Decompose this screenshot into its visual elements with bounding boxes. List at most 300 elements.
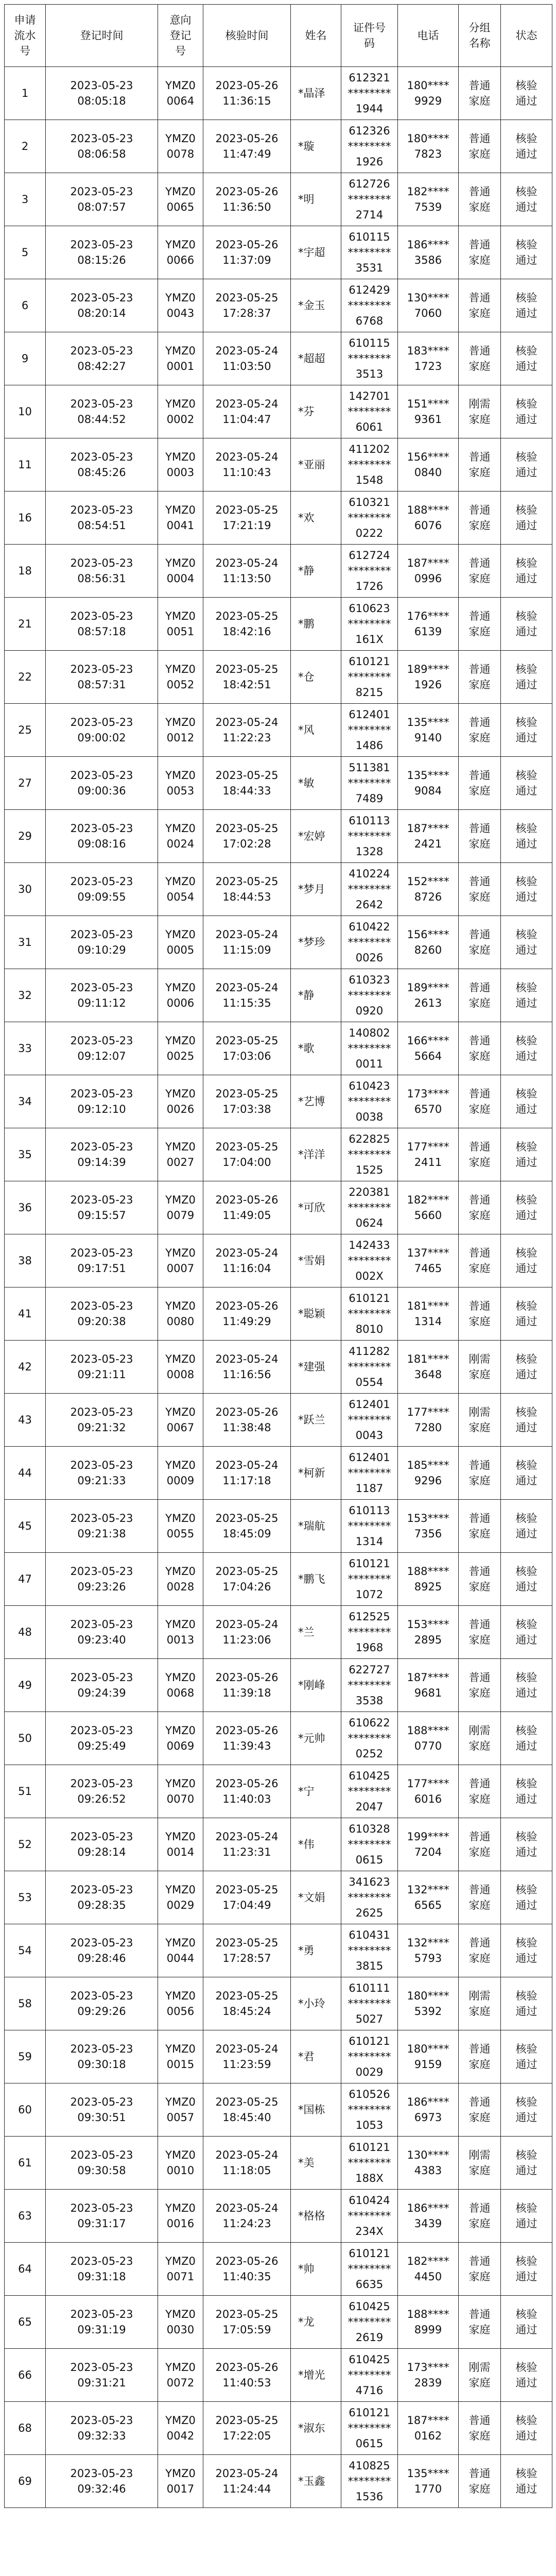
cell-verification-time: 2023-05-24 11:03:50	[203, 332, 291, 385]
cell-serial-no: 3	[5, 173, 46, 226]
cell-phone: 183**** 1723	[398, 332, 459, 385]
cell-id-number: 610111 ******** 5027	[341, 1977, 398, 2030]
cell-group: 普通 家庭	[459, 863, 501, 916]
cell-serial-no: 25	[5, 704, 46, 757]
cell-verification-time: 2023-05-24 11:16:04	[203, 1234, 291, 1287]
cell-verification-time: 2023-05-25 18:42:16	[203, 598, 291, 651]
cell-group: 普通 家庭	[459, 1924, 501, 1977]
cell-name: *金玉	[291, 279, 341, 332]
cell-registration-time: 2023-05-23 09:32:33	[46, 2402, 158, 2455]
cell-group: 普通 家庭	[459, 2190, 501, 2243]
cell-name: *洋洋	[291, 1128, 341, 1181]
cell-intent-no: YMZ0 0041	[158, 492, 203, 545]
cell-phone: 186**** 6973	[398, 2083, 459, 2137]
cell-serial-no: 18	[5, 545, 46, 598]
cell-registration-time: 2023-05-23 08:54:51	[46, 492, 158, 545]
cell-verification-time: 2023-05-25 17:03:38	[203, 1075, 291, 1128]
cell-registration-time: 2023-05-23 09:21:11	[46, 1341, 158, 1394]
cell-id-number: 610425 ******** 2047	[341, 1765, 398, 1818]
cell-phone: 182**** 7539	[398, 173, 459, 226]
cell-group: 普通 家庭	[459, 1181, 501, 1234]
cell-intent-no: YMZ0 0016	[158, 2190, 203, 2243]
cell-status: 核验 通过	[501, 916, 552, 969]
table-row	[5, 863, 552, 916]
table-row	[5, 1553, 552, 1606]
cell-serial-no: 41	[5, 1287, 46, 1341]
header-status: 状态	[501, 5, 552, 67]
cell-id-number: 610121 ******** 0615	[341, 2402, 398, 2455]
cell-status: 核验 通过	[501, 2083, 552, 2137]
table-row	[5, 757, 552, 810]
cell-group: 普通 家庭	[459, 2243, 501, 2296]
table-row	[5, 492, 552, 545]
table-row	[5, 969, 552, 1022]
cell-serial-no: 60	[5, 2083, 46, 2137]
cell-intent-no: YMZ0 0026	[158, 1075, 203, 1128]
cell-phone: 177**** 2411	[398, 1128, 459, 1181]
cell-id-number: 610422 ******** 0026	[341, 916, 398, 969]
header-verification-time: 核验时间	[203, 5, 291, 67]
cell-name: *伟	[291, 1818, 341, 1871]
cell-registration-time: 2023-05-23 09:28:35	[46, 1871, 158, 1924]
table-row	[5, 1022, 552, 1075]
cell-serial-no: 59	[5, 2030, 46, 2083]
cell-serial-no: 49	[5, 1659, 46, 1712]
cell-registration-time: 2023-05-23 09:09:55	[46, 863, 158, 916]
cell-group: 普通 家庭	[459, 1128, 501, 1181]
table-row	[5, 1818, 552, 1871]
cell-verification-time: 2023-05-25 17:21:19	[203, 492, 291, 545]
table-row	[5, 1128, 552, 1181]
cell-registration-time: 2023-05-23 09:10:29	[46, 916, 158, 969]
cell-id-number: 610424 ******** 234X	[341, 2190, 398, 2243]
table-row	[5, 1394, 552, 1447]
cell-intent-no: YMZ0 0066	[158, 226, 203, 279]
cell-group: 普通 家庭	[459, 1287, 501, 1341]
cell-serial-no: 54	[5, 1924, 46, 1977]
cell-status: 核验 通过	[501, 598, 552, 651]
cell-status: 核验 通过	[501, 545, 552, 598]
cell-serial-no: 50	[5, 1712, 46, 1765]
cell-serial-no: 2	[5, 120, 46, 173]
cell-id-number: 610121 ******** 188X	[341, 2137, 398, 2190]
table-body	[5, 67, 552, 2508]
cell-registration-time: 2023-05-23 08:15:26	[46, 226, 158, 279]
cell-verification-time: 2023-05-25 18:42:51	[203, 651, 291, 704]
header-serial-no: 申请 流水 号	[5, 5, 46, 67]
table-row	[5, 1287, 552, 1341]
cell-phone: 180**** 9159	[398, 2030, 459, 2083]
cell-registration-time: 2023-05-23 08:45:26	[46, 438, 158, 492]
cell-name: *静	[291, 545, 341, 598]
cell-verification-time: 2023-05-24 11:22:23	[203, 704, 291, 757]
cell-intent-no: YMZ0 0044	[158, 1924, 203, 1977]
cell-status: 核验 通过	[501, 1765, 552, 1818]
cell-group: 刚需 家庭	[459, 1341, 501, 1394]
cell-serial-no: 33	[5, 1022, 46, 1075]
cell-name: *玉鑫	[291, 2455, 341, 2508]
cell-verification-time: 2023-05-24 11:13:50	[203, 545, 291, 598]
cell-name: *刚峰	[291, 1659, 341, 1712]
cell-verification-time: 2023-05-26 11:49:29	[203, 1287, 291, 1341]
cell-id-number: 610425 ******** 4716	[341, 2349, 398, 2402]
cell-status: 核验 通过	[501, 1234, 552, 1287]
registration-table	[4, 4, 552, 2508]
cell-id-number: 610321 ******** 0222	[341, 492, 398, 545]
cell-status: 核验 通过	[501, 120, 552, 173]
cell-phone: 176**** 6139	[398, 598, 459, 651]
cell-phone: 177**** 7280	[398, 1394, 459, 1447]
cell-id-number: 220381 ******** 0624	[341, 1181, 398, 1234]
cell-intent-no: YMZ0 0053	[158, 757, 203, 810]
cell-verification-time: 2023-05-24 11:04:47	[203, 385, 291, 438]
cell-phone: 199**** 7204	[398, 1818, 459, 1871]
cell-status: 核验 通过	[501, 385, 552, 438]
cell-serial-no: 1	[5, 67, 46, 120]
cell-name: *国栋	[291, 2083, 341, 2137]
cell-intent-no: YMZ0 0071	[158, 2243, 203, 2296]
cell-id-number: 341623 ******** 2625	[341, 1871, 398, 1924]
table-row	[5, 438, 552, 492]
cell-verification-time: 2023-05-25 17:04:00	[203, 1128, 291, 1181]
cell-verification-time: 2023-05-26 11:36:15	[203, 67, 291, 120]
cell-group: 普通 家庭	[459, 651, 501, 704]
cell-group: 普通 家庭	[459, 120, 501, 173]
cell-phone: 188**** 8925	[398, 1553, 459, 1606]
cell-status: 核验 通过	[501, 1341, 552, 1394]
cell-id-number: 612724 ******** 1726	[341, 545, 398, 598]
cell-status: 核验 通过	[501, 2137, 552, 2190]
cell-verification-time: 2023-05-25 17:05:59	[203, 2296, 291, 2349]
cell-id-number: 610121 ******** 8010	[341, 1287, 398, 1341]
cell-serial-no: 9	[5, 332, 46, 385]
cell-phone: 182**** 4450	[398, 2243, 459, 2296]
cell-phone: 181**** 3648	[398, 1341, 459, 1394]
cell-verification-time: 2023-05-25 18:45:40	[203, 2083, 291, 2137]
cell-group: 普通 家庭	[459, 173, 501, 226]
cell-verification-time: 2023-05-25 18:45:24	[203, 1977, 291, 2030]
cell-status: 核验 通过	[501, 757, 552, 810]
cell-phone: 153**** 2895	[398, 1606, 459, 1659]
cell-intent-no: YMZ0 0030	[158, 2296, 203, 2349]
cell-group: 普通 家庭	[459, 67, 501, 120]
cell-id-number: 410224 ******** 2642	[341, 863, 398, 916]
cell-status: 核验 通过	[501, 704, 552, 757]
cell-verification-time: 2023-05-24 11:15:09	[203, 916, 291, 969]
cell-id-number: 610425 ******** 2619	[341, 2296, 398, 2349]
header-intent-no: 意向 登记 号	[158, 5, 203, 67]
cell-verification-time: 2023-05-24 11:17:18	[203, 1447, 291, 1500]
cell-phone: 173**** 6570	[398, 1075, 459, 1128]
cell-registration-time: 2023-05-23 08:57:31	[46, 651, 158, 704]
cell-group: 普通 家庭	[459, 969, 501, 1022]
cell-registration-time: 2023-05-23 09:20:38	[46, 1287, 158, 1341]
cell-status: 核验 通过	[501, 1818, 552, 1871]
cell-group: 刚需 家庭	[459, 2349, 501, 2402]
cell-phone: 189**** 1926	[398, 651, 459, 704]
cell-phone: 187**** 0996	[398, 545, 459, 598]
cell-group: 普通 家庭	[459, 2402, 501, 2455]
cell-name: *文娟	[291, 1871, 341, 1924]
cell-serial-no: 29	[5, 810, 46, 863]
cell-id-number: 612326 ******** 1926	[341, 120, 398, 173]
cell-verification-time: 2023-05-25 17:04:49	[203, 1871, 291, 1924]
cell-verification-time: 2023-05-26 11:40:03	[203, 1765, 291, 1818]
table-row	[5, 2296, 552, 2349]
cell-verification-time: 2023-05-26 11:47:49	[203, 120, 291, 173]
table-row	[5, 1341, 552, 1394]
table-row	[5, 1447, 552, 1500]
cell-group: 刚需 家庭	[459, 385, 501, 438]
cell-verification-time: 2023-05-26 11:49:05	[203, 1181, 291, 1234]
cell-group: 普通 家庭	[459, 1500, 501, 1553]
cell-intent-no: YMZ0 0056	[158, 1977, 203, 2030]
cell-status: 核验 通过	[501, 2030, 552, 2083]
cell-status: 核验 通过	[501, 332, 552, 385]
cell-status: 核验 通过	[501, 173, 552, 226]
cell-intent-no: YMZ0 0080	[158, 1287, 203, 1341]
cell-status: 核验 通过	[501, 2296, 552, 2349]
cell-status: 核验 通过	[501, 651, 552, 704]
table-row	[5, 332, 552, 385]
cell-verification-time: 2023-05-25 17:02:28	[203, 810, 291, 863]
cell-name: *风	[291, 704, 341, 757]
cell-serial-no: 10	[5, 385, 46, 438]
cell-serial-no: 42	[5, 1341, 46, 1394]
cell-registration-time: 2023-05-23 09:25:49	[46, 1712, 158, 1765]
cell-intent-no: YMZ0 0013	[158, 1606, 203, 1659]
cell-name: *仓	[291, 651, 341, 704]
cell-intent-no: YMZ0 0008	[158, 1341, 203, 1394]
cell-verification-time: 2023-05-24 11:16:56	[203, 1341, 291, 1394]
cell-verification-time: 2023-05-26 11:37:09	[203, 226, 291, 279]
cell-status: 核验 通过	[501, 1924, 552, 1977]
cell-intent-no: YMZ0 0025	[158, 1022, 203, 1075]
cell-phone: 153**** 7356	[398, 1500, 459, 1553]
cell-name: *芬	[291, 385, 341, 438]
cell-verification-time: 2023-05-25 17:28:57	[203, 1924, 291, 1977]
cell-verification-time: 2023-05-25 17:22:05	[203, 2402, 291, 2455]
cell-verification-time: 2023-05-24 11:23:06	[203, 1606, 291, 1659]
page	[4, 4, 552, 2508]
cell-id-number: 411202 ******** 1548	[341, 438, 398, 492]
table-row	[5, 2030, 552, 2083]
cell-id-number: 411282 ******** 0554	[341, 1341, 398, 1394]
cell-serial-no: 66	[5, 2349, 46, 2402]
table-row	[5, 598, 552, 651]
cell-registration-time: 2023-05-23 09:00:02	[46, 704, 158, 757]
cell-status: 核验 通过	[501, 1447, 552, 1500]
cell-phone: 156**** 8260	[398, 916, 459, 969]
cell-registration-time: 2023-05-23 09:30:51	[46, 2083, 158, 2137]
cell-registration-time: 2023-05-23 08:20:14	[46, 279, 158, 332]
cell-id-number: 610113 ******** 1328	[341, 810, 398, 863]
table-row	[5, 810, 552, 863]
table-row	[5, 226, 552, 279]
cell-name: *宇超	[291, 226, 341, 279]
cell-intent-no: YMZ0 0054	[158, 863, 203, 916]
cell-group: 普通 家庭	[459, 1022, 501, 1075]
cell-registration-time: 2023-05-23 09:00:36	[46, 757, 158, 810]
cell-phone: 181**** 1314	[398, 1287, 459, 1341]
cell-name: *元帅	[291, 1712, 341, 1765]
cell-id-number: 610115 ******** 3513	[341, 332, 398, 385]
cell-phone: 189**** 2613	[398, 969, 459, 1022]
cell-phone: 186**** 3439	[398, 2190, 459, 2243]
cell-id-number: 142433 ******** 002X	[341, 1234, 398, 1287]
cell-registration-time: 2023-05-23 09:26:52	[46, 1765, 158, 1818]
cell-serial-no: 22	[5, 651, 46, 704]
cell-group: 普通 家庭	[459, 279, 501, 332]
table-row	[5, 279, 552, 332]
cell-phone: 186**** 3586	[398, 226, 459, 279]
cell-name: *晶泽	[291, 67, 341, 120]
table-header	[5, 5, 552, 67]
cell-name: *宁	[291, 1765, 341, 1818]
cell-group: 普通 家庭	[459, 1447, 501, 1500]
cell-id-number: 610121 ******** 1072	[341, 1553, 398, 1606]
cell-name: *璇	[291, 120, 341, 173]
cell-phone: 180**** 7823	[398, 120, 459, 173]
cell-registration-time: 2023-05-23 09:31:17	[46, 2190, 158, 2243]
header-phone: 电话	[398, 5, 459, 67]
cell-status: 核验 通过	[501, 1712, 552, 1765]
cell-id-number: 610328 ******** 0615	[341, 1818, 398, 1871]
cell-serial-no: 64	[5, 2243, 46, 2296]
cell-phone: 166**** 5664	[398, 1022, 459, 1075]
cell-intent-no: YMZ0 0005	[158, 916, 203, 969]
cell-intent-no: YMZ0 0004	[158, 545, 203, 598]
cell-id-number: 610121 ******** 8215	[341, 651, 398, 704]
cell-verification-time: 2023-05-26 11:39:43	[203, 1712, 291, 1765]
cell-id-number: 610121 ******** 6635	[341, 2243, 398, 2296]
cell-verification-time: 2023-05-25 17:04:26	[203, 1553, 291, 1606]
cell-group: 普通 家庭	[459, 1659, 501, 1712]
cell-registration-time: 2023-05-23 09:15:57	[46, 1181, 158, 1234]
cell-serial-no: 63	[5, 2190, 46, 2243]
cell-status: 核验 通过	[501, 1871, 552, 1924]
cell-status: 核验 通过	[501, 1128, 552, 1181]
cell-verification-time: 2023-05-25 17:28:37	[203, 279, 291, 332]
cell-name: *帅	[291, 2243, 341, 2296]
cell-phone: 182**** 5660	[398, 1181, 459, 1234]
cell-status: 核验 通过	[501, 969, 552, 1022]
cell-registration-time: 2023-05-23 09:21:33	[46, 1447, 158, 1500]
cell-verification-time: 2023-05-24 11:10:43	[203, 438, 291, 492]
cell-phone: 135**** 9140	[398, 704, 459, 757]
cell-registration-time: 2023-05-23 09:31:19	[46, 2296, 158, 2349]
cell-phone: 137**** 7465	[398, 1234, 459, 1287]
cell-registration-time: 2023-05-23 08:06:58	[46, 120, 158, 173]
cell-status: 核验 通过	[501, 1287, 552, 1341]
cell-serial-no: 68	[5, 2402, 46, 2455]
cell-registration-time: 2023-05-23 09:11:12	[46, 969, 158, 1022]
table-row	[5, 385, 552, 438]
cell-verification-time: 2023-05-25 18:44:33	[203, 757, 291, 810]
cell-serial-no: 35	[5, 1128, 46, 1181]
cell-name: *明	[291, 173, 341, 226]
cell-status: 核验 通过	[501, 1022, 552, 1075]
cell-group: 普通 家庭	[459, 2083, 501, 2137]
cell-intent-no: YMZ0 0015	[158, 2030, 203, 2083]
table-row	[5, 2137, 552, 2190]
table-row	[5, 1606, 552, 1659]
cell-status: 核验 通过	[501, 226, 552, 279]
cell-phone: 187**** 9681	[398, 1659, 459, 1712]
cell-status: 核验 通过	[501, 2243, 552, 2296]
cell-status: 核验 通过	[501, 1181, 552, 1234]
cell-status: 核验 通过	[501, 67, 552, 120]
cell-name: *宏婷	[291, 810, 341, 863]
cell-status: 核验 通过	[501, 2455, 552, 2508]
cell-status: 核验 通过	[501, 1606, 552, 1659]
cell-group: 普通 家庭	[459, 226, 501, 279]
cell-group: 普通 家庭	[459, 438, 501, 492]
cell-intent-no: YMZ0 0001	[158, 332, 203, 385]
cell-group: 刚需 家庭	[459, 1712, 501, 1765]
cell-id-number: 622727 ******** 3538	[341, 1659, 398, 1712]
cell-registration-time: 2023-05-23 09:31:18	[46, 2243, 158, 2296]
cell-verification-time: 2023-05-26 11:38:48	[203, 1394, 291, 1447]
cell-group: 刚需 家庭	[459, 1977, 501, 2030]
cell-phone: 152**** 8726	[398, 863, 459, 916]
cell-name: *跃兰	[291, 1394, 341, 1447]
cell-name: *君	[291, 2030, 341, 2083]
table-row	[5, 2349, 552, 2402]
cell-group: 普通 家庭	[459, 1818, 501, 1871]
cell-id-number: 610323 ******** 0920	[341, 969, 398, 1022]
cell-group: 普通 家庭	[459, 1871, 501, 1924]
cell-id-number: 142701 ******** 6061	[341, 385, 398, 438]
cell-verification-time: 2023-05-24 11:23:59	[203, 2030, 291, 2083]
table-row	[5, 1075, 552, 1128]
cell-status: 核验 通过	[501, 810, 552, 863]
table-row	[5, 2455, 552, 2508]
cell-group: 刚需 家庭	[459, 1394, 501, 1447]
header-name: 姓名	[291, 5, 341, 67]
cell-serial-no: 43	[5, 1394, 46, 1447]
cell-id-number: 610526 ******** 1053	[341, 2083, 398, 2137]
table-row	[5, 2083, 552, 2137]
cell-phone: 187**** 0162	[398, 2402, 459, 2455]
cell-registration-time: 2023-05-23 09:29:26	[46, 1977, 158, 2030]
cell-name: *勇	[291, 1924, 341, 1977]
cell-registration-time: 2023-05-23 09:28:46	[46, 1924, 158, 1977]
cell-serial-no: 6	[5, 279, 46, 332]
cell-status: 核验 通过	[501, 863, 552, 916]
cell-phone: 130**** 7060	[398, 279, 459, 332]
cell-phone: 180**** 9929	[398, 67, 459, 120]
cell-intent-no: YMZ0 0043	[158, 279, 203, 332]
cell-id-number: 511381 ******** 7489	[341, 757, 398, 810]
cell-serial-no: 48	[5, 1606, 46, 1659]
cell-id-number: 410825 ******** 1536	[341, 2455, 398, 2508]
cell-phone: 132**** 5793	[398, 1924, 459, 1977]
cell-id-number: 610423 ******** 0038	[341, 1075, 398, 1128]
cell-id-number: 610623 ******** 161X	[341, 598, 398, 651]
cell-phone: 180**** 5392	[398, 1977, 459, 2030]
cell-intent-no: YMZ0 0068	[158, 1659, 203, 1712]
cell-serial-no: 31	[5, 916, 46, 969]
table-row	[5, 651, 552, 704]
cell-registration-time: 2023-05-23 09:14:39	[46, 1128, 158, 1181]
cell-registration-time: 2023-05-23 09:17:51	[46, 1234, 158, 1287]
cell-serial-no: 38	[5, 1234, 46, 1287]
cell-name: *可欣	[291, 1181, 341, 1234]
cell-name: *柯新	[291, 1447, 341, 1500]
cell-verification-time: 2023-05-24 11:24:44	[203, 2455, 291, 2508]
cell-intent-no: YMZ0 0024	[158, 810, 203, 863]
